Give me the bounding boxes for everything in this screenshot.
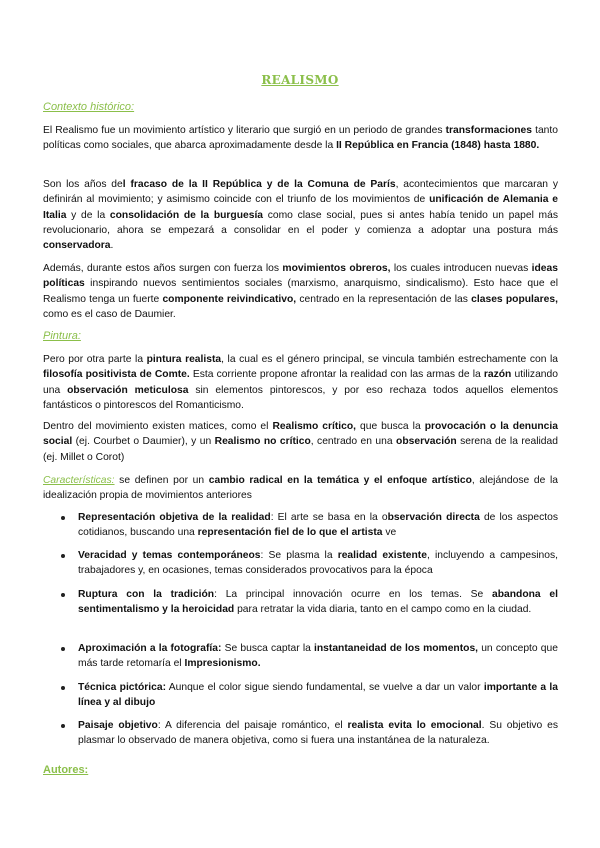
- list-item: Paisaje objetivo: A diferencia del paisaje romántico, el realista evita lo emocional. Su objetivo es plasmar lo observado de manera objetiva, como si fuera una instantánea de la naturaleza.: [78, 718, 558, 749]
- bullet-dot-icon: [61, 554, 65, 558]
- section-heading-caracteristicas: Características:: [43, 475, 115, 486]
- paragraph-pintura-2: Dentro del movimiento existen matices, como el Realismo crítico, que busca la provocación o la denuncia social (ej. Courbet o Daumier), y un Realismo no crítico, centrado en una observación serena de la realidad (ej. Millet o Corot): [43, 421, 558, 463]
- document-title: REALISMO: [261, 73, 339, 87]
- bullet-dot-icon: [61, 516, 65, 520]
- bullet-dot-icon: [61, 647, 65, 651]
- paragraph-contexto-3: Además, durante estos años surgen con fuerza los movimientos obreros, los cuales introducen nuevas ideas políticas inspirando nuevos sentimientos sociales (marxismo, anarquismo, sindicalismo). Esto hace que el Realismo tenga un fuerte componente reivindicativo, centrado en la representación de las clases populares, como es el caso de Daumier.: [43, 263, 558, 320]
- list-item: Ruptura con la tradición: La principal innovación ocurre en los temas. Se abandona el sentimentalismo y la heroicidad para retratar la vida diaria, tanto en el campo como en la ciudad.: [78, 587, 558, 618]
- paragraph-caracteristicas-intro: Características: se definen por un cambio radical en la temática y el enfoque artístico, alejándose de la idealización propia de movimientos anteriores: [43, 475, 558, 502]
- section-heading-contexto: Contexto histórico:: [43, 101, 135, 113]
- list-item: Veracidad y temas contemporáneos: Se plasma la realidad existente, incluyendo a campesinos, trabajadores y, en ocasiones, temas considerados provocativos para la época: [78, 548, 558, 579]
- bullet-dot-icon: [61, 686, 65, 690]
- list-item: Representación objetiva de la realidad: El arte se basa en la observación directa de los aspectos cotidianos, buscando una representación fiel de lo que el artista ve: [78, 510, 558, 541]
- section-heading-pintura: Pintura:: [43, 330, 81, 342]
- section-heading-autores: Autores:: [43, 764, 89, 776]
- list-item: Aproximación a la fotografía: Se busca captar la instantaneidad de los momentos, un concepto que más tarde retomaría el Impresionismo.: [78, 641, 558, 672]
- bullet-dot-icon: [61, 724, 65, 728]
- paragraph-pintura-1: Pero por otra parte la pintura realista, la cual es el género principal, se vincula también estrechamente con la filosofía positivista de Comte. Esta corriente propone afrontar la realidad con las armas de la razón utilizando una observación meticulosa sin elementos pintorescos, y por eso rechaza todos aquellos elementos fantásticos o pintorescos del Romanticismo.: [43, 354, 558, 411]
- paragraph-contexto-2: Son los años del fracaso de la II República y de la Comuna de París, acontecimientos que marcaran y definirán al movimiento; y asimismo coincide con el triunfo de los movimientos de unificación de Alemania e Italia y de la consolidación de la burguesía como clase social, pues si antes había tenido un papel más revolucionario, ahora se empezará a consolidar en el poder y comienza a adoptar una postura más conservadora.: [43, 179, 559, 252]
- list-item: Técnica pictórica: Aunque el color sigue siendo fundamental, se vuelve a dar un valor importante a la línea y al dibujo: [78, 680, 558, 711]
- bullet-dot-icon: [61, 593, 65, 597]
- paragraph-contexto-1: El Realismo fue un movimiento artístico y literario que surgió en un periodo de grandes transformaciones tanto políticas como sociales, que abarca aproximadamente desde la II República en Francia (1848) hasta 1880.: [43, 125, 558, 152]
